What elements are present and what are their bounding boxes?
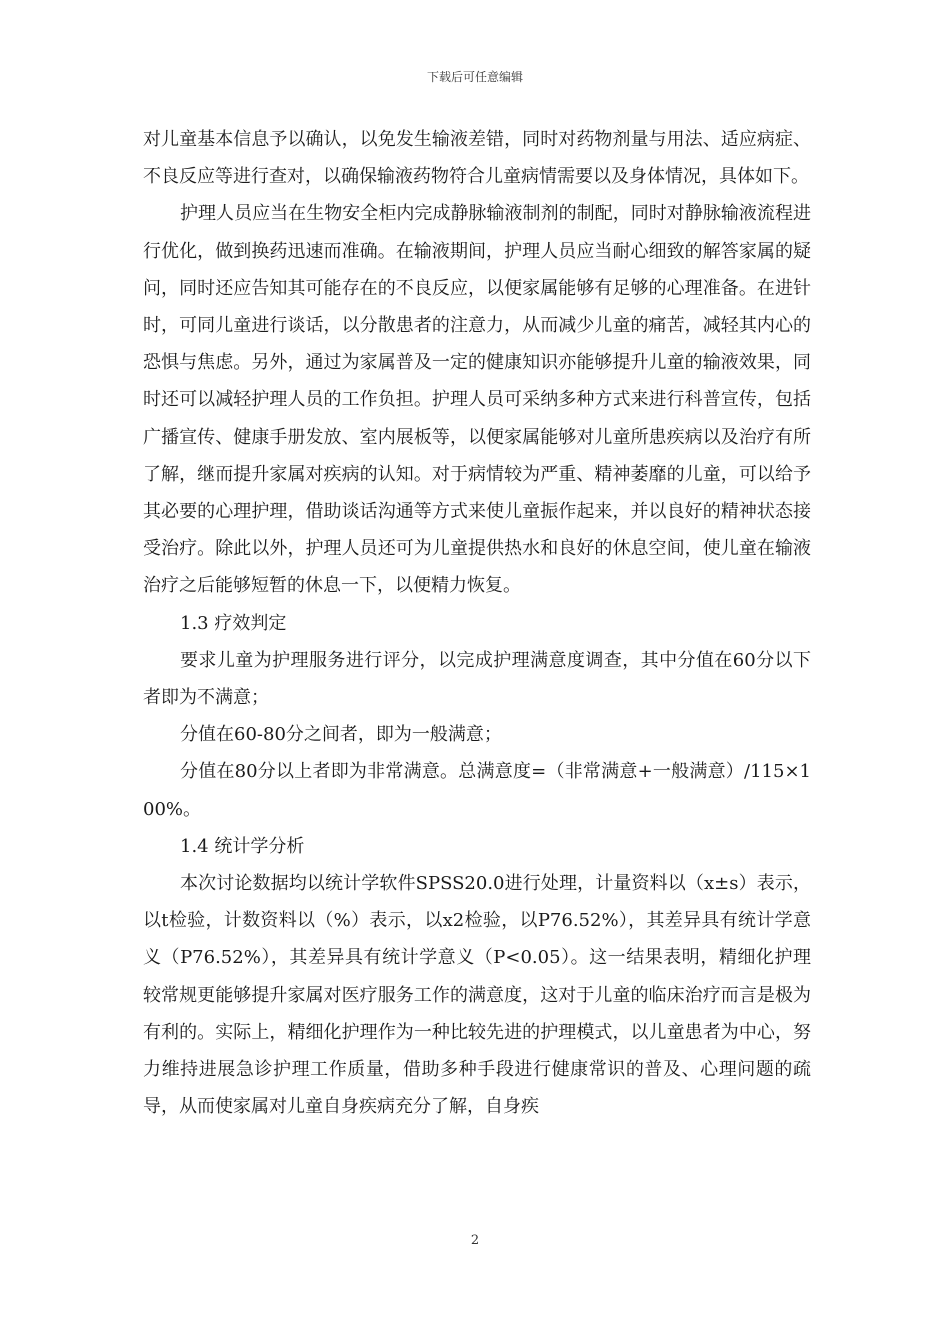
paragraph-continuation: 对儿童基本信息予以确认，以免发生输液差错，同时对药物剂量与用法、适应病症、不良反应等进行查对，以确保输液药物符合儿童病情需要以及身体情况，具体如下。: [143, 129, 811, 188]
page-number: 2: [470, 1233, 480, 1248]
document-body: [143, 121, 811, 1125]
section-heading-statistics: 1.4 统计学分析: [180, 835, 305, 857]
paragraph-nursing-care: 护理人员应当在生物安全柜内完成静脉输液制剂的制配，同时对静脉输液流程进行优化，做到换药迅速而准确。在输液期间，护理人员应当耐心细致的解答家属的疑问，同时还应告知其可能存在的不良反应，以便家属能够有足够的心理准备。在进针时，可同儿童进行谈话，以分散患者的注意力，从而减少儿童的痛苦，减轻其内心的恐惧与焦虑。另外，通过为家属普及一定的健康知识亦能够提升儿童的输液效果，同时还可以减轻护理人员的工作负担。护理人员可采纳多种方式来进行科普宣传，包括广播宣传、健康手册发放、室内展板等，以便家属能够对儿童所患疾病以及治疗有所了解，继而提升家属对疾病的认知。对于病情较为严重、精神萎靡的儿童，可以给予其必要的心理护理，借助谈话沟通等方式来使儿童振作起来，并以良好的精神状态接受治疗。除此以外，护理人员还可为儿童提供热水和良好的休息空间，使儿童在输液治疗之后能够短暂的休息一下，以便精力恢复。: [143, 203, 811, 597]
section-heading-efficacy: 1.3 疗效判定: [180, 612, 287, 634]
paragraph-very-satisfied: 分值在80分以上者即为非常满意。总满意度=（非常满意+一般满意）/115×100%。: [143, 761, 811, 820]
paragraph-statistics: 本次讨论数据均以统计学软件SPSS20.0进行处理，计量资料以（x±s）表示，以t检验，计数资料以（%）表示，以x2检验，以P76.52%），其差异具有统计学意义（P76.52%），其差异具有统计学意义（P<0.05）。这一结果表明，精细化护理较常规更能够提升家属对医疗服务工作的满意度，这对于儿童的临床治疗而言是极为有利的。实际上，精细化护理作为一种比较先进的护理模式，以儿童患者为中心，努力维持进展急诊护理工作质量，借助多种手段进行健康常识的普及、心理问题的疏导，从而使家属对儿童自身疾病充分了解，自身疾: [143, 873, 811, 1118]
page-header: 下载后可任意编辑: [426, 70, 523, 84]
paragraph-general-satisfaction: 分值在60-80分之间者，即为一般满意；: [180, 724, 502, 746]
paragraph-scoring: 要求儿童为护理服务进行评分，以完成护理满意度调查，其中分值在60分以下者即为不满意；: [143, 649, 811, 709]
